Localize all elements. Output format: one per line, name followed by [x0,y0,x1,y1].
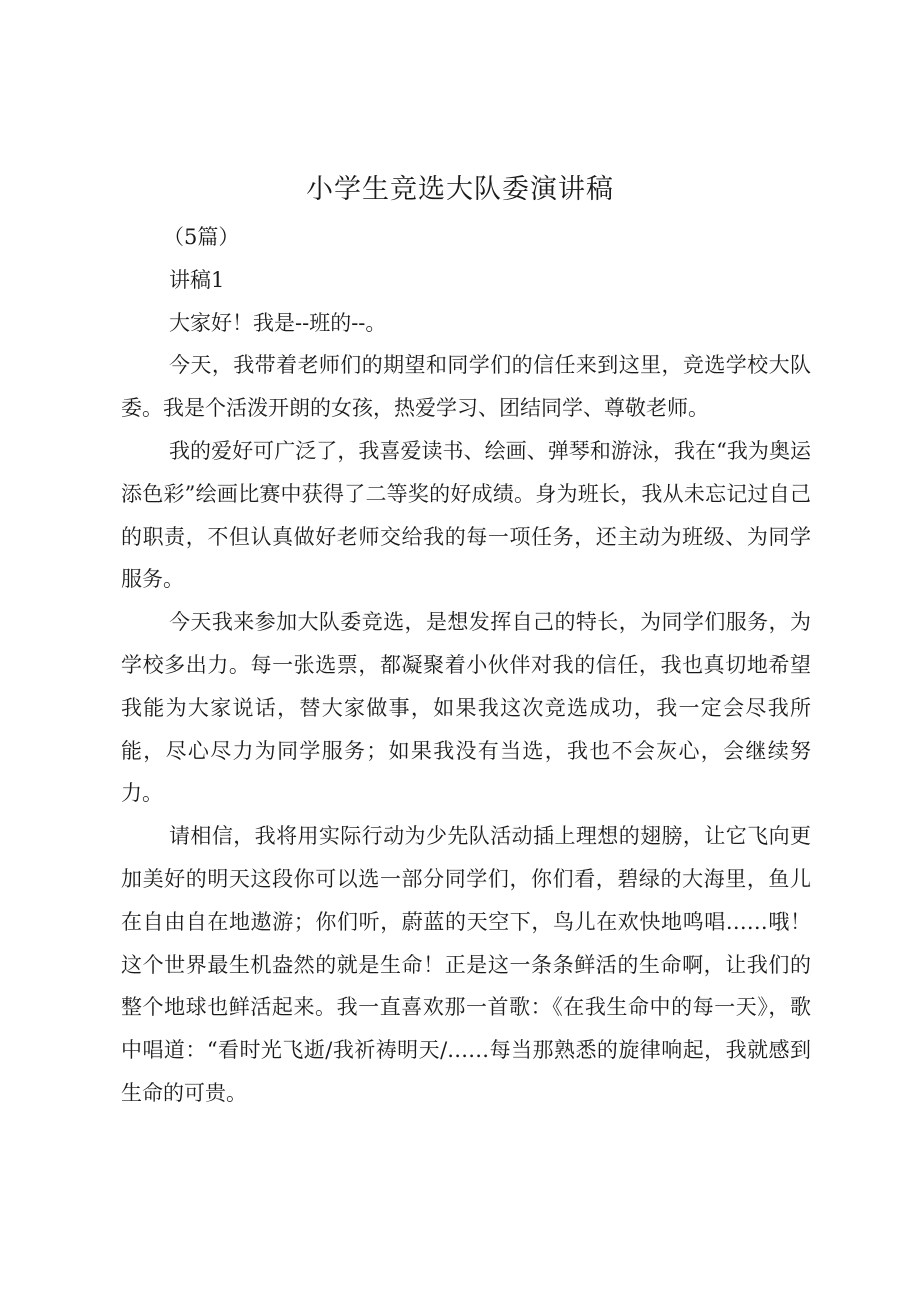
paragraph-closing: 请相信，我将用实际行动为少先队活动插上理想的翅膀，让它飞向更加美好的明天这段你可以选一部分同学们，你们看，碧绿的大海里，鱼儿在自由自在地遨游；你们听，蔚蓝的天空下，鸟儿在欢快地鸣唱……哦！这个世界最生机盎然的就是生命！正是这一条条鲜活的生命啊，让我们的整个地球也鲜活起来。我一直喜欢那一首歌：《在我生命中的每一天》，歌中唱道：“看时光飞逝/我祈祷明天/……每当那熟悉的旋律响起，我就感到生命的可贵。 [121,824,811,1105]
document-subtitle: （5篇） [163,225,240,249]
paragraph-greeting: 大家好！我是--班的--。 [169,310,387,335]
document-title: 小学生竞选大队委演讲稿 [306,174,614,205]
section-label: 讲稿1 [169,267,225,292]
document-body [121,216,811,1115]
paragraph-purpose: 今天我来参加大队委竞选，是想发挥自己的特长，为同学们服务，为学校多出力。每一张选票，都凝聚着小伙伴对我的信任，我也真切地希望我能为大家说话，替大家做事，如果我这次竞选成功，我一定会尽我所能，尽心尽力为同学服务；如果我没有当选，我也不会灰心，会继续努力。 [121,610,811,806]
paragraph-intro: 今天，我带着老师们的期望和同学们的信任来到这里，竞选学校大队委。我是个活泼开朗的女孩，热爱学习、团结同学、尊敬老师。 [121,353,811,421]
paragraph-hobbies: 我的爱好可广泛了，我喜爱读书、绘画、弹琴和游泳，我在“我为奥运添色彩”绘画比赛中获得了二等奖的好成绩。身为班长，我从未忘记过自己的职责，不但认真做好老师交给我的每一项任务，还主动为班级、为同学服务。 [121,438,811,592]
